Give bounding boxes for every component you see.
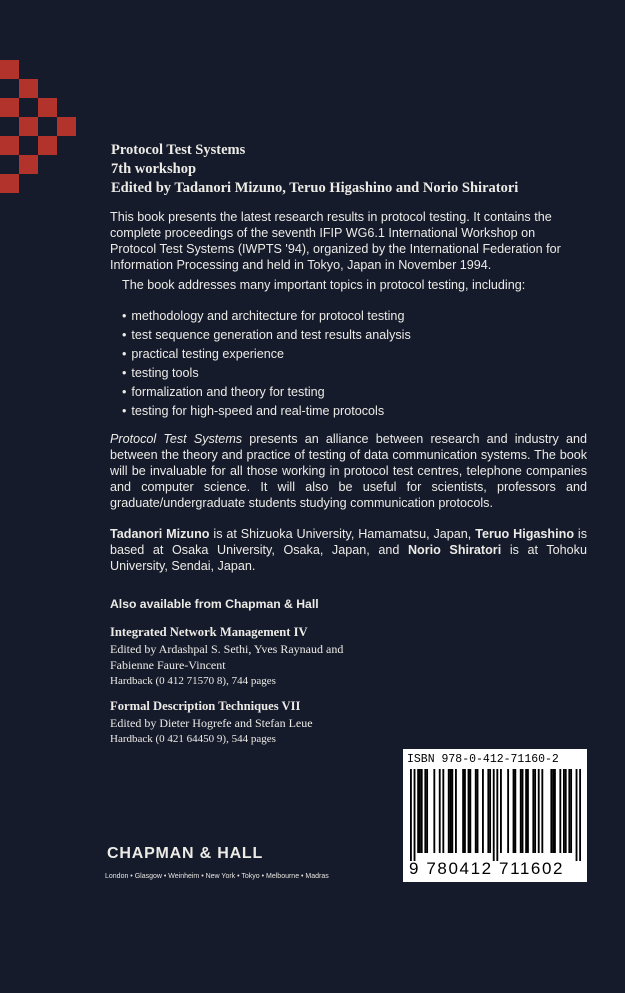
barcode-bar [527,769,529,853]
barcode-bar [417,769,419,853]
publisher-cities: London • Glasgow • Weinheim • New York • Tokyo • Melbourne • Madras [105,873,329,880]
barcode-digits: 9 780412 711602 [409,859,565,878]
book-editors: Edited by Tadanori Mizuno, Teruo Higashino and Norio Shiratori [111,180,519,196]
alliance-title: Protocol Test Systems [110,432,243,446]
related-book-title: Formal Description Techniques VII [110,699,301,713]
checker-pattern [0,60,80,210]
checker-square [19,79,38,98]
checker-square [38,98,57,117]
barcode-bar [433,769,435,853]
barcode-bar [469,769,471,853]
topic-item: • testing tools [122,364,411,383]
topic-item: • testing for high-speed and real-time protocols [122,402,411,421]
barcode-bar [513,769,515,853]
topic-item: • test sequence generation and test results analysis [122,326,411,345]
barcode-bar [514,769,516,853]
barcode-bar [493,769,495,861]
intro-line: This book presents the latest research results in protocol testing. It contains the [110,210,552,224]
intro-line: complete proceedings of the seventh IFIP WG6.1 International Workshop on [110,226,536,240]
barcode-bar [419,769,421,853]
barcode-bar [421,769,423,853]
barcode-bar [538,769,540,853]
topic-item: • practical testing experience [122,345,411,364]
intro-line: Protocol Test Systems (IWPTS '94), organized by the International Federation for [110,242,561,256]
topic-item: • formalization and theory for testing [122,383,411,402]
barcode-bar [462,769,464,853]
title-block [111,141,518,198]
barcode-bar [455,769,457,853]
barcode-bar [525,769,527,853]
topic-item: • methodology and architecture for protocol testing [122,307,411,326]
barcode-bar [414,769,416,861]
barcode-bar [507,769,509,853]
intro-line: Information Processing and held in Tokyo, Japan in November 1994. [110,258,492,272]
checker-square [0,174,19,193]
barcode-bar [487,769,489,853]
isbn-barcode [403,749,587,882]
barcode-bar [568,769,570,853]
checker-square [0,60,19,79]
related-book [110,624,343,689]
related-book-title: Integrated Network Management IV [110,625,308,639]
barcode-bar [424,769,426,853]
isbn-label: ISBN 978-0-412-71160-2 [407,753,559,766]
alliance-text: presents an alliance between research and industry and between the theory and practice of testing of data communication systems. The book will be invaluable for all those working in protocol test centres, telephone companies and computer science. It will also be useful for scientists, professors and graduate/undergraduate students studying communication protocols. [110,432,587,510]
barcode-bar [500,769,502,853]
barcode-bar [410,769,412,861]
alliance-paragraph [110,431,587,511]
related-book-edition: Hardback (0 412 71570 8), 744 pages [110,675,276,687]
barcode-bar [550,769,552,853]
barcode-bar [475,769,477,853]
barcode-bar [532,769,534,853]
barcode-bar [541,769,543,853]
barcode-bar [448,769,450,853]
barcode-bar [442,769,444,853]
barcode-bar [477,769,479,853]
barcode-bars [410,769,581,861]
related-book-editors: Edited by Dieter Hogrefe and Stefan Leue [110,716,313,730]
barcode-bar [576,769,578,861]
author-affiliation: is at Shizuoka University, Hamamatsu, Japan, [209,527,476,541]
book-title: Protocol Test Systems [111,142,246,158]
barcode-bar [451,769,453,853]
checker-square [0,136,19,155]
barcode-bar [534,769,536,853]
barcode-bar [496,769,498,861]
topics-list [122,307,411,421]
barcode-bar [552,769,554,853]
barcode-bar [464,769,466,853]
authors-paragraph [110,526,587,574]
related-book-editors: Edited by Ardashpal S. Sethi, Yves Raynaud and [110,642,344,656]
checker-square [19,117,38,136]
related-book [110,698,313,747]
barcode-bar [520,769,522,853]
author-name: Teruo Higashino [475,527,575,541]
barcode-bar [468,769,470,853]
checker-square [0,98,19,117]
barcode-bar [565,769,567,853]
author-affiliation: is based at Osaka University, Osaka, Japan, and [110,527,588,557]
barcode-bar [579,769,581,861]
barcode-bar [522,769,524,853]
publisher-logo: CHAPMAN & HALL [107,845,264,862]
author-name: Tadanori Mizuno [110,527,210,541]
related-book-editors: Fabienne Faure-Vincent [110,658,226,672]
barcode-bar [563,769,565,853]
checker-square [19,155,38,174]
barcode-bar [439,769,441,853]
barcode-bar [554,769,556,853]
barcode-bar [559,769,561,853]
checker-square [38,136,57,155]
book-subtitle: 7th workshop [111,161,197,177]
barcode-bar [482,769,484,853]
barcode-bar [489,769,491,853]
intro-paragraph [110,209,587,273]
author-affiliation: is at Tohoku University, Sendai, Japan. [110,543,587,573]
barcode-bar [450,769,452,853]
checker-square [57,117,76,136]
author-name: Norio Shiratori [407,543,502,557]
also-available-heading: Also available from Chapman & Hall [110,597,319,611]
barcode-bar [426,769,428,853]
topics-lead: The book addresses many important topics in protocol testing, including: [122,278,526,292]
related-book-edition: Hardback (0 421 64450 9), 544 pages [110,733,276,745]
barcode-bar [570,769,572,853]
